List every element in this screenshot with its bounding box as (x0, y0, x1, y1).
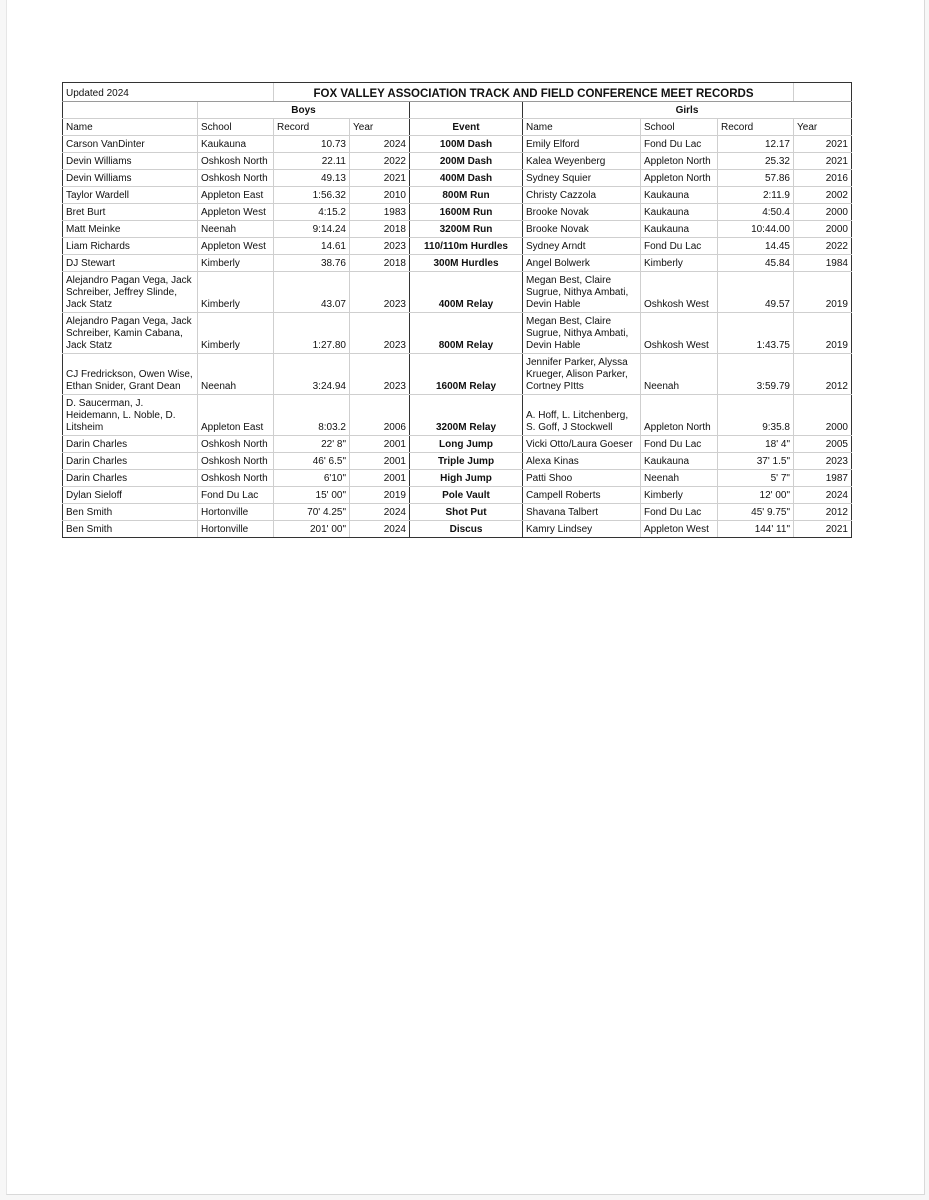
boys-year: 2006 (350, 395, 410, 436)
boys-school: Kimberly (198, 255, 274, 272)
boys-year: 2021 (350, 170, 410, 187)
boys-school: Neenah (198, 221, 274, 238)
group-spacer (410, 102, 523, 119)
girls-name: Brooke Novak (523, 204, 641, 221)
boys-record: 15' 00" (274, 487, 350, 504)
boys-name: Alejandro Pagan Vega, Jack Schreiber, Jeffrey Slinde, Jack Statz (63, 272, 198, 313)
boys-name: Darin Charles (63, 453, 198, 470)
girls-school: Fond Du Lac (641, 136, 718, 153)
record-row (63, 313, 852, 354)
record-row (63, 395, 852, 436)
boys-name: Bret Burt (63, 204, 198, 221)
boys-year: 2023 (350, 354, 410, 395)
event-name: 3200M Relay (410, 395, 523, 436)
boys-year: 2001 (350, 453, 410, 470)
record-row (63, 470, 852, 487)
boys-school: Appleton East (198, 395, 274, 436)
record-row (63, 170, 852, 187)
boys-name: Devin Williams (63, 170, 198, 187)
girls-record: 1:43.75 (718, 313, 794, 354)
record-row (63, 436, 852, 453)
record-row (63, 354, 852, 395)
boys-year: 2023 (350, 238, 410, 255)
event-name: 800M Relay (410, 313, 523, 354)
girls-year: 2021 (794, 136, 852, 153)
boys-record: 8:03.2 (274, 395, 350, 436)
girls-school: Kimberly (641, 255, 718, 272)
boys-record: 10.73 (274, 136, 350, 153)
girls-name: Vicki Otto/Laura Goeser (523, 436, 641, 453)
record-row (63, 255, 852, 272)
girls-record: 9:35.8 (718, 395, 794, 436)
boys-record: 49.13 (274, 170, 350, 187)
event-name: Pole Vault (410, 487, 523, 504)
boys-year: 2001 (350, 470, 410, 487)
girls-school: Appleton North (641, 395, 718, 436)
girls-name: Megan Best, Claire Sugrue, Nithya Ambati, Devin Hable (523, 272, 641, 313)
boys-heading: Boys (198, 102, 410, 119)
girls-school: Appleton North (641, 153, 718, 170)
girls-school: Fond Du Lac (641, 436, 718, 453)
event-name: High Jump (410, 470, 523, 487)
girls-year: 2012 (794, 354, 852, 395)
event-name: 1600M Run (410, 204, 523, 221)
boys-name: Alejandro Pagan Vega, Jack Schreiber, Kamin Cabana, Jack Statz (63, 313, 198, 354)
girls-record: 45.84 (718, 255, 794, 272)
girls-year: 2016 (794, 170, 852, 187)
boys-school: Oshkosh North (198, 436, 274, 453)
boys-name: Matt Meinke (63, 221, 198, 238)
boys-year: 2018 (350, 255, 410, 272)
boys-record: 1:56.32 (274, 187, 350, 204)
title-row (63, 83, 852, 102)
girls-name: Emily Elford (523, 136, 641, 153)
boys-name: Ben Smith (63, 504, 198, 521)
boys-name: Devin Williams (63, 153, 198, 170)
boys-name: Carson VanDinter (63, 136, 198, 153)
girls-record: 10:44.00 (718, 221, 794, 238)
girls-year: 1984 (794, 255, 852, 272)
boys-year: 2024 (350, 136, 410, 153)
boys-school: Hortonville (198, 521, 274, 538)
girls-record: 12.17 (718, 136, 794, 153)
boys-name: Darin Charles (63, 470, 198, 487)
record-row (63, 153, 852, 170)
boys-school: Hortonville (198, 504, 274, 521)
girls-name: Patti Shoo (523, 470, 641, 487)
girls-name: Angel Bolwerk (523, 255, 641, 272)
event-name: 110/110m Hurdles (410, 238, 523, 255)
girls-name: Sydney Squier (523, 170, 641, 187)
boys-school: Kaukauna (198, 136, 274, 153)
boys-name: Dylan Sieloff (63, 487, 198, 504)
girls-heading: Girls (523, 102, 852, 119)
girls-school-header: School (641, 119, 718, 136)
girls-record: 12' 00" (718, 487, 794, 504)
girls-school: Oshkosh West (641, 313, 718, 354)
girls-school: Appleton North (641, 170, 718, 187)
boys-name-header: Name (63, 119, 198, 136)
event-name: Triple Jump (410, 453, 523, 470)
girls-record: 57.86 (718, 170, 794, 187)
boys-school: Neenah (198, 354, 274, 395)
event-name: Discus (410, 521, 523, 538)
boys-school: Appleton West (198, 204, 274, 221)
boys-record: 22.11 (274, 153, 350, 170)
girls-school: Fond Du Lac (641, 238, 718, 255)
boys-year: 2018 (350, 221, 410, 238)
boys-year: 2023 (350, 272, 410, 313)
girls-year: 2022 (794, 238, 852, 255)
boys-record: 6'10" (274, 470, 350, 487)
girls-year-header: Year (794, 119, 852, 136)
boys-year: 1983 (350, 204, 410, 221)
girls-name: Brooke Novak (523, 221, 641, 238)
girls-record-header: Record (718, 119, 794, 136)
girls-record: 3:59.79 (718, 354, 794, 395)
girls-name: Megan Best, Claire Sugrue, Nithya Ambati, Devin Hable (523, 313, 641, 354)
boys-record: 4:15.2 (274, 204, 350, 221)
records-sheet (62, 82, 851, 538)
girls-name: Kamry Lindsey (523, 521, 641, 538)
girls-school: Kaukauna (641, 221, 718, 238)
girls-year: 2023 (794, 453, 852, 470)
event-name: 800M Run (410, 187, 523, 204)
boys-name: D. Saucerman, J. Heidemann, L. Noble, D. Litsheim (63, 395, 198, 436)
event-name: 200M Dash (410, 153, 523, 170)
boys-year: 2019 (350, 487, 410, 504)
girls-year: 2021 (794, 521, 852, 538)
boys-year: 2010 (350, 187, 410, 204)
event-name: 100M Dash (410, 136, 523, 153)
boys-school-header: School (198, 119, 274, 136)
girls-school: Kimberly (641, 487, 718, 504)
event-name: 1600M Relay (410, 354, 523, 395)
boys-school: Appleton East (198, 187, 274, 204)
girls-name: Sydney Arndt (523, 238, 641, 255)
boys-school: Oshkosh North (198, 470, 274, 487)
boys-year: 2024 (350, 504, 410, 521)
girls-record: 144' 11" (718, 521, 794, 538)
girls-school: Kaukauna (641, 204, 718, 221)
girls-year: 2021 (794, 153, 852, 170)
boys-record: 1:27.80 (274, 313, 350, 354)
boys-record: 38.76 (274, 255, 350, 272)
boys-record: 22' 8" (274, 436, 350, 453)
girls-year: 2019 (794, 272, 852, 313)
record-row (63, 521, 852, 538)
girls-year: 1987 (794, 470, 852, 487)
boys-year: 2022 (350, 153, 410, 170)
column-header-row (63, 119, 852, 136)
girls-year: 2000 (794, 221, 852, 238)
group-spacer (63, 102, 198, 119)
record-row (63, 136, 852, 153)
boys-record: 3:24.94 (274, 354, 350, 395)
girls-year: 2012 (794, 504, 852, 521)
boys-school: Oshkosh North (198, 170, 274, 187)
event-name: Long Jump (410, 436, 523, 453)
boys-name: Darin Charles (63, 436, 198, 453)
record-row (63, 221, 852, 238)
boys-year: 2023 (350, 313, 410, 354)
boys-record: 201' 00" (274, 521, 350, 538)
boys-school: Oshkosh North (198, 453, 274, 470)
girls-name: Christy Cazzola (523, 187, 641, 204)
record-row (63, 453, 852, 470)
girls-record: 4:50.4 (718, 204, 794, 221)
girls-school: Neenah (641, 470, 718, 487)
boys-year: 2001 (350, 436, 410, 453)
girls-year: 2000 (794, 204, 852, 221)
girls-name: Campell Roberts (523, 487, 641, 504)
girls-record: 45' 9.75" (718, 504, 794, 521)
girls-school: Kaukauna (641, 453, 718, 470)
boys-school: Kimberly (198, 272, 274, 313)
girls-record: 18' 4" (718, 436, 794, 453)
boys-record: 70' 4.25" (274, 504, 350, 521)
girls-school: Fond Du Lac (641, 504, 718, 521)
girls-record: 2:11.9 (718, 187, 794, 204)
boys-record: 14.61 (274, 238, 350, 255)
title-spacer (794, 83, 852, 102)
girls-year: 2024 (794, 487, 852, 504)
boys-name: Liam Richards (63, 238, 198, 255)
girls-year: 2019 (794, 313, 852, 354)
girls-name: Kalea Weyenberg (523, 153, 641, 170)
girls-name: Shavana Talbert (523, 504, 641, 521)
girls-school: Appleton West (641, 521, 718, 538)
event-name: 300M Hurdles (410, 255, 523, 272)
girls-record: 25.32 (718, 153, 794, 170)
record-row (63, 187, 852, 204)
record-row (63, 204, 852, 221)
boys-record: 46' 6.5" (274, 453, 350, 470)
girls-record: 37' 1.5" (718, 453, 794, 470)
boys-record: 9:14.24 (274, 221, 350, 238)
girls-name: Jennifer Parker, Alyssa Krueger, Alison Parker, Cortney PItts (523, 354, 641, 395)
girls-name: Alexa Kinas (523, 453, 641, 470)
girls-record: 14.45 (718, 238, 794, 255)
event-name: 400M Relay (410, 272, 523, 313)
girls-year: 2005 (794, 436, 852, 453)
boys-school: Kimberly (198, 313, 274, 354)
girls-name: A. Hoff, L. Litchenberg, S. Goff, J Stockwell (523, 395, 641, 436)
record-row (63, 272, 852, 313)
boys-school: Oshkosh North (198, 153, 274, 170)
girls-record: 49.57 (718, 272, 794, 313)
boys-year: 2024 (350, 521, 410, 538)
records-table (62, 82, 852, 538)
boys-name: Ben Smith (63, 521, 198, 538)
record-row (63, 487, 852, 504)
record-row (63, 238, 852, 255)
page-title: FOX VALLEY ASSOCIATION TRACK AND FIELD CONFERENCE MEET RECORDS (274, 83, 794, 102)
boys-name: CJ Fredrickson, Owen Wise, Ethan Snider, Grant Dean (63, 354, 198, 395)
girls-school: Neenah (641, 354, 718, 395)
boys-year-header: Year (350, 119, 410, 136)
event-header: Event (410, 119, 523, 136)
boys-record: 43.07 (274, 272, 350, 313)
girls-name-header: Name (523, 119, 641, 136)
boys-record-header: Record (274, 119, 350, 136)
event-name: 400M Dash (410, 170, 523, 187)
event-name: 3200M Run (410, 221, 523, 238)
boys-school: Fond Du Lac (198, 487, 274, 504)
boys-name: Taylor Wardell (63, 187, 198, 204)
event-name: Shot Put (410, 504, 523, 521)
record-row (63, 504, 852, 521)
girls-school: Oshkosh West (641, 272, 718, 313)
boys-name: DJ Stewart (63, 255, 198, 272)
girls-record: 5' 7" (718, 470, 794, 487)
boys-school: Appleton West (198, 238, 274, 255)
updated-label: Updated 2024 (63, 83, 274, 102)
girls-year: 2000 (794, 395, 852, 436)
group-row (63, 102, 852, 119)
girls-school: Kaukauna (641, 187, 718, 204)
girls-year: 2002 (794, 187, 852, 204)
